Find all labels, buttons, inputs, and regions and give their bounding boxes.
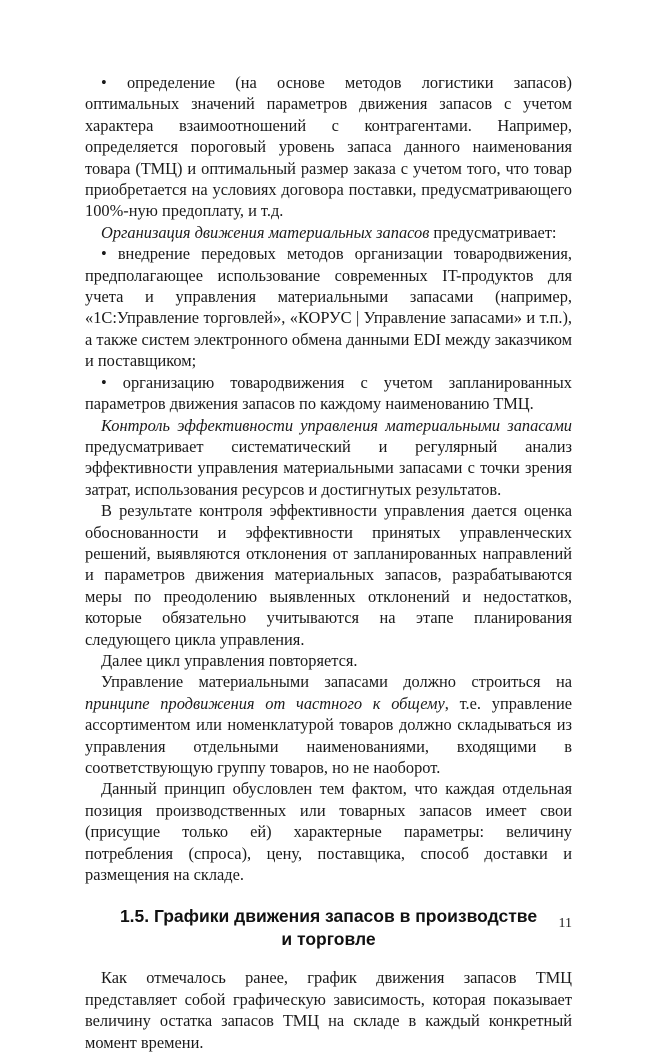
paragraph-control-results: В результате контроля эффективности управления дается оценка обоснованности и эффективности принятых управленческих решений, выявляются отклонения от запланированных направлений и параметров движения материальных запасов, разрабатываются меры по преодолению выявленных отклонений и недостатков, которые обязательно учитываются на этапе планирования следующего цикла управления. (85, 501, 572, 649)
paragraph-tail: , т.е. управление ассортиментом или номенклатурой товаров должно складываться из управления отдельными наименованиями, входящими в соответствующую группу товаров, но не наоборот. (85, 693, 572, 777)
paragraph-cycle-repeat: Далее цикл управления повторяется. (101, 650, 358, 670)
section-heading-line-1: 1.5. Графики движения запасов в производстве (119, 906, 538, 927)
page-body (85, 72, 572, 1053)
paragraph-principle-reason: Данный принцип обусловлен тем фактом, что каждая отдельная позиция производственных или товарных запасов имеет свои (присущие только ей) характерные параметры: величину потребления (спроса), цену, поставщика, способ доставки и размещения на складе. (85, 779, 572, 885)
paragraph-inventory-chart: Как отмечалось ранее, график движения запасов ТМЦ представляет собой графическую зависимость, которая показывает величину остатка запасов ТМЦ на складе в каждый конкретный момент времени. (85, 968, 572, 1052)
paragraph-it-products: • внедрение передовых методов организации товародвижения, предполагающее использование современных IT-продуктов для учета и управления материальными запасами (например, «1С:Управление торговлей», «КОРУС | Управление запасами» и т.п.), а также систем электронного обмена данными EDI между заказчиком и поставщиком; (85, 244, 572, 371)
paragraph-optimal-values: • определение (на основе методов логистики запасов) оптимальных значений параметров движения запасов с учетом характера взаимоотношений с контрагентами. Например, определяется пороговый уровень запаса данного наименования товара (ТМЦ) и оптимальный размер заказа с учетом того, что товар приобретается на условиях договора поставки, предусматривающего 100%-ную предоплату, и т.д. (85, 73, 572, 221)
paragraph-head: Управление материальными запасами должно строиться на (101, 672, 572, 692)
paragraph-movement-organization (85, 222, 572, 243)
paragraph-tail: предусматривает систематический и регулярный анализ эффективности управления материальными запасами с точки зрения затрат, использования ресурсов и достигнутых результатов. (85, 436, 572, 499)
paragraph-principle (85, 671, 572, 778)
paragraph-tail: предусматривает: (429, 222, 557, 242)
page-number: 11 (558, 916, 572, 931)
paragraph-efficiency-control (85, 415, 572, 501)
italic-principle: принципе продвижения от частного к общему (85, 693, 445, 713)
italic-lead-efficiency-control: Контроль эффективности управления материальными запасами (101, 415, 572, 435)
italic-lead-movement-organization: Организация движения материальных запасов (101, 222, 430, 242)
section-heading-line-2: и торговле (281, 929, 376, 950)
paragraph-distribution-planning: • организацию товародвижения с учетом запланированных параметров движения запасов по каждому наименованию ТМЦ. (85, 372, 572, 414)
